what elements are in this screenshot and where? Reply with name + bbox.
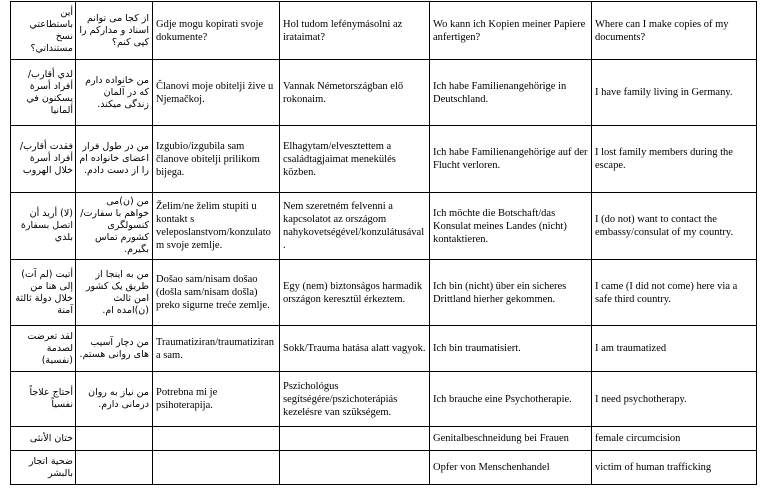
arabic-cell: أين باستطاعتي نسخ مستنداتي؟ (11, 2, 76, 60)
german-cell: Ich brauche eine Psychotherapie. (430, 372, 592, 427)
persian-cell (76, 427, 153, 451)
table-row (11, 326, 757, 372)
persian-cell: من (ن)می خواهم با سفارت/ کنسولگری کشورم تماس بگیرم. (76, 193, 153, 260)
table-row (11, 60, 757, 126)
german-cell: Ich habe Familienangehörige in Deutschland. (430, 60, 592, 126)
german-cell: Ich möchte die Botschaft/das Konsulat meines Landes (nicht) kontaktieren. (430, 193, 592, 260)
german-cell: Opfer von Menschenhandel (430, 451, 592, 485)
table-row (11, 427, 757, 451)
hungarian-cell (280, 427, 430, 451)
croatian-cell: Traumatiziran/traumatizirana sam. (153, 326, 280, 372)
persian-cell: من خانواده دارم که در آلمان زندگی میکند. (76, 60, 153, 126)
croatian-cell: Članovi moje obitelji žive u Njemačkoj. (153, 60, 280, 126)
english-cell: female circumcision (592, 427, 757, 451)
hungarian-cell: Elhagytam/elvesztettem a családtagjaimat menekülés közben. (280, 126, 430, 193)
english-cell: I came (I did not come) here via a safe third country. (592, 260, 757, 326)
english-cell: victim of human trafficking (592, 451, 757, 485)
croatian-cell (153, 427, 280, 451)
arabic-cell: أتيت (لم آت) إلى هنا من خلال دولة ثالثة آمنة (11, 260, 76, 326)
german-cell: Ich bin traumatisiert. (430, 326, 592, 372)
croatian-cell: Izgubio/izgubila sam članove obitelji prilikom bijega. (153, 126, 280, 193)
persian-cell (76, 451, 153, 485)
phrasebook-table (10, 1, 757, 485)
hungarian-cell: Egy (nem) biztonságos harmadik országon keresztül érkeztem. (280, 260, 430, 326)
german-cell: Wo kann ich Kopien meiner Papiere anfertigen? (430, 2, 592, 60)
persian-cell: من در طول فرار اعضای خانواده ام را از دست دادم. (76, 126, 153, 193)
persian-cell: من نیاز به روان درمانی دارم. (76, 372, 153, 427)
english-cell: I have family living in Germany. (592, 60, 757, 126)
hungarian-cell: Hol tudom lefénymásolni az irataimat? (280, 2, 430, 60)
hungarian-cell: Sokk/Trauma hatása alatt vagyok. (280, 326, 430, 372)
arabic-cell: ضحية اتجار بالبشر (11, 451, 76, 485)
english-cell: I lost family members during the escape. (592, 126, 757, 193)
english-cell: Where can I make copies of my documents? (592, 2, 757, 60)
table-row (11, 372, 757, 427)
arabic-cell: (لا) أريد أن اتصل بسفارة بلدي (11, 193, 76, 260)
arabic-cell: أحتاج علاجاً نفسياً (11, 372, 76, 427)
croatian-cell: Potrebna mi je psihoterapija. (153, 372, 280, 427)
table-row (11, 260, 757, 326)
croatian-cell: Gdje mogu kopirati svoje dokumente? (153, 2, 280, 60)
table-row (11, 2, 757, 60)
hungarian-cell: Nem szeretném felvenni a kapcsolatot az országom nahykovetségével/konzulátusával. (280, 193, 430, 260)
table-row (11, 451, 757, 485)
croatian-cell: Došao sam/nisam došao (došla sam/nisam došla) preko sigurne treće zemlje. (153, 260, 280, 326)
persian-cell: از کجا می توانم اسناد و مدارکم را کپی کنم؟ (76, 2, 153, 60)
english-cell: I am traumatized (592, 326, 757, 372)
english-cell: I need psychotherapy. (592, 372, 757, 427)
croatian-cell: Želim/ne želim stupiti u kontakt s veleposlanstvom/konzulatom svoje zemlje. (153, 193, 280, 260)
table-row (11, 126, 757, 193)
arabic-cell: لقد تعرضت لصدمة (نفسية) (11, 326, 76, 372)
german-cell: Genitalbeschneidung bei Frauen (430, 427, 592, 451)
arabic-cell: فقدت أقارب/ أفراد أسرة خلال الهروب (11, 126, 76, 193)
hungarian-cell: Vannak Németországban elő rokonaim. (280, 60, 430, 126)
hungarian-cell (280, 451, 430, 485)
arabic-cell: ختان الأنثى (11, 427, 76, 451)
german-cell: Ich bin (nicht) über ein sicheres Drittland hierher gekommen. (430, 260, 592, 326)
english-cell: I (do not) want to contact the embassy/consulat of my country. (592, 193, 757, 260)
arabic-cell: لدي أقارب/ أفراد أسرة يسكنون في ألمانيا (11, 60, 76, 126)
persian-cell: من به اینجا از طریق یک کشور امن ثالث (ن)امده ام. (76, 260, 153, 326)
persian-cell: من دچار آسیب های روانی هستم. (76, 326, 153, 372)
german-cell: Ich habe Familienangehörige auf der Flucht verloren. (430, 126, 592, 193)
table-row (11, 193, 757, 260)
croatian-cell (153, 451, 280, 485)
hungarian-cell: Pszichológus segítségére/pszichoterápiás kezelésre van szükségem. (280, 372, 430, 427)
